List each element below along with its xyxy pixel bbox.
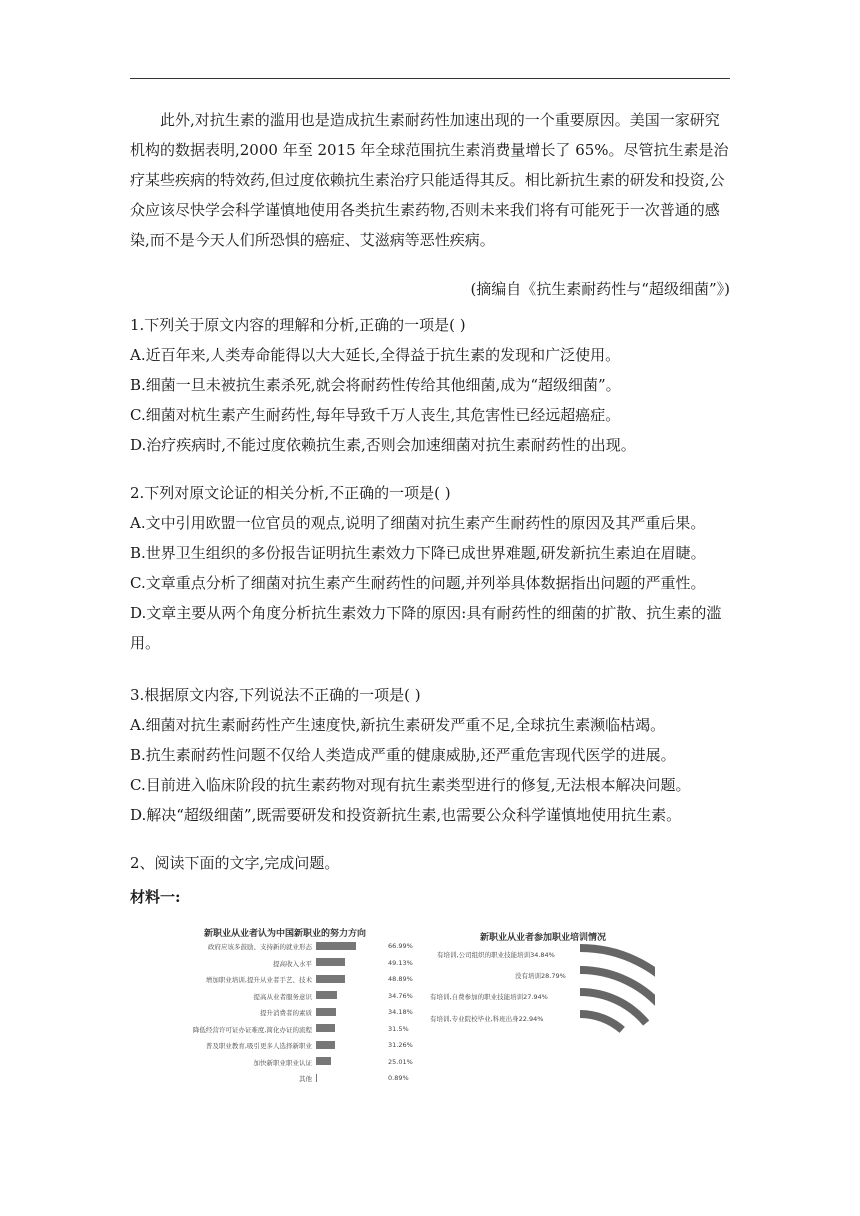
bar-value-label: 34.18%: [388, 1008, 413, 1016]
bar-category-label: 政府应该多鼓励、支持新的就业形态: [208, 943, 312, 951]
radial-arc-label: 有培训,自费参加的职业技能培训27.94%: [430, 993, 548, 1001]
question-1-option-c: C.细菌对杭生素产生耐药性,每年导致千万人丧生,其危害性已经远超癌症。: [130, 406, 621, 424]
question-1-option-d: D.治疗疾病时,不能过度依赖抗生素,否则会加速细菌对抗生素耐药性的出现。: [130, 436, 636, 454]
question-1: [130, 310, 730, 460]
question-3-stem: 3.根据原文内容,下列说法不正确的一项是( ): [130, 686, 421, 704]
question-2-option-d: D.文章主要从两个角度分析抗生素效力下降的原因:具有耐药性的细菌的扩散、抗生素的滥用。: [130, 604, 722, 652]
question-3-option-a: A.细菌对抗生素耐药性产生速度快,新抗生素研发严重不足,全球抗生素濒临枯竭。: [130, 716, 666, 734]
bar-category-label: 增加职业培训,提升从业者手艺、技术: [205, 976, 312, 984]
passage-paragraph: 此外,对抗生素的滥用也是造成抗生素耐药性加速出现的一个重要原因。美国一家研究机构的数据表明,2000 年至 2015 年全球范围抗生素消费量增长了 65%。尽管抗生素是治疗某些疾病的特效药,但过度依赖抗生素治疗只能适得其反。相比新抗生素的研发和投资,公众应该尽快学会科学谨慎地使用各类抗生素药物,否则未来我们将有可能死于一次普通的感染,而不是今天人们所恐惧的癌症、艾滋病等恶性疾病。: [130, 111, 729, 249]
question-3: [130, 680, 730, 830]
bar-value-label: 25.01%: [388, 1057, 413, 1066]
bar-value-label: 0.89%: [388, 1074, 409, 1082]
bar-category-label: 提高收入水平: [273, 959, 312, 968]
radial-arc: [580, 948, 655, 1018]
bar-value-label: 66.99%: [388, 942, 413, 950]
passage-source: (摘编自《抗生素耐药性与“超级细菌”》): [470, 280, 730, 298]
bar-value-label: 48.89%: [388, 975, 413, 983]
bar-chart-effort-direction: [160, 920, 420, 1090]
question-1-stem: 1.下列关于原文内容的理解和分析,正确的一项是( ): [130, 316, 466, 334]
bar: [316, 958, 345, 966]
bar-category-label: 加快新职业职业认证: [253, 1058, 312, 1067]
radial-arc-label: 没有培训28.79%: [515, 972, 566, 980]
question-1-option-a: A.近百年来,人类寿命能得以大大延长,全得益于抗生素的发现和广泛使用。: [130, 346, 621, 364]
bar-value-label: 34.76%: [388, 991, 413, 1000]
bar: [316, 942, 356, 950]
radial-chart-title: 新职业从业者参加职业培训情况: [480, 933, 607, 943]
bar-category-label: 提高从业者服务意识: [253, 992, 312, 1001]
radial-arc-label: 有培训,公司组织的职业技能培训34.84%: [437, 951, 555, 959]
bar-value-label: 31.5%: [388, 1024, 409, 1033]
question-2-option-b: B.世界卫生组织的多份报告证明抗生素效力下降已成世界难题,研发新抗生素迫在眉睫。: [130, 544, 706, 562]
bar-category-label: 降低经营许可证办证难度,简化办证的流程: [192, 1025, 312, 1034]
bar-category-label: 其他: [299, 1075, 312, 1083]
bar: [316, 1057, 331, 1065]
question-3-option-b: B.抗生素耐药性问题不仅给人类造成严重的健康威胁,还严重危害现代医学的进展。: [130, 746, 676, 764]
material-label: 材料一:: [130, 888, 181, 906]
radial-arc: [580, 1014, 622, 1030]
question-1-option-b: B.细菌一旦未被抗生素杀死,就会将耐药性传给其他细菌,成为“超级细菌”。: [130, 376, 621, 394]
bar: [316, 1074, 317, 1082]
bar: [316, 1041, 335, 1049]
bar-chart-title: 新职业从业者认为中国新职业的努力方向: [204, 929, 367, 939]
section-2-heading: 2、阅读下面的文字,完成问题。: [130, 854, 340, 872]
bar: [316, 975, 345, 983]
bar-category-label: 普及职业教育,吸引更多人选择新职业: [205, 1042, 312, 1050]
question-2-stem: 2.下列对原文论证的相关分析,不正确的一项是( ): [130, 484, 451, 502]
question-3-option-c: C.目前进入临床阶段的抗生素药物对现有抗生素类型进行的修复,无法根本解决问题。: [130, 776, 691, 794]
question-2-option-a: A.文中引用欧盟一位官员的观点,说明了细菌对抗生素产生耐药性的原因及其严重后果。: [130, 514, 706, 532]
bar: [316, 1008, 336, 1016]
radial-arcs: [425, 920, 655, 1090]
question-2: [130, 478, 730, 658]
bar: [316, 1024, 335, 1032]
radial-chart-training: [425, 920, 655, 1090]
question-2-option-c: C.文章重点分析了细菌对抗生素产生耐药性的问题,并列举具体数据指出问题的严重性。: [130, 574, 706, 592]
bar-value-label: 49.13%: [388, 958, 413, 967]
question-3-option-d: D.解决“超级细菌”,既需要研发和投资新抗生素,也需要公众科学谨慎地使用抗生素。: [130, 806, 682, 824]
bar-value-label: 31.26%: [388, 1041, 413, 1049]
bar-category-label: 提升消费者的素质: [260, 1009, 312, 1017]
header-rule: [130, 78, 730, 79]
radial-arc-label: 有培训,专业院校毕业,科班出身22.94%: [430, 1015, 544, 1023]
bar: [316, 991, 337, 999]
